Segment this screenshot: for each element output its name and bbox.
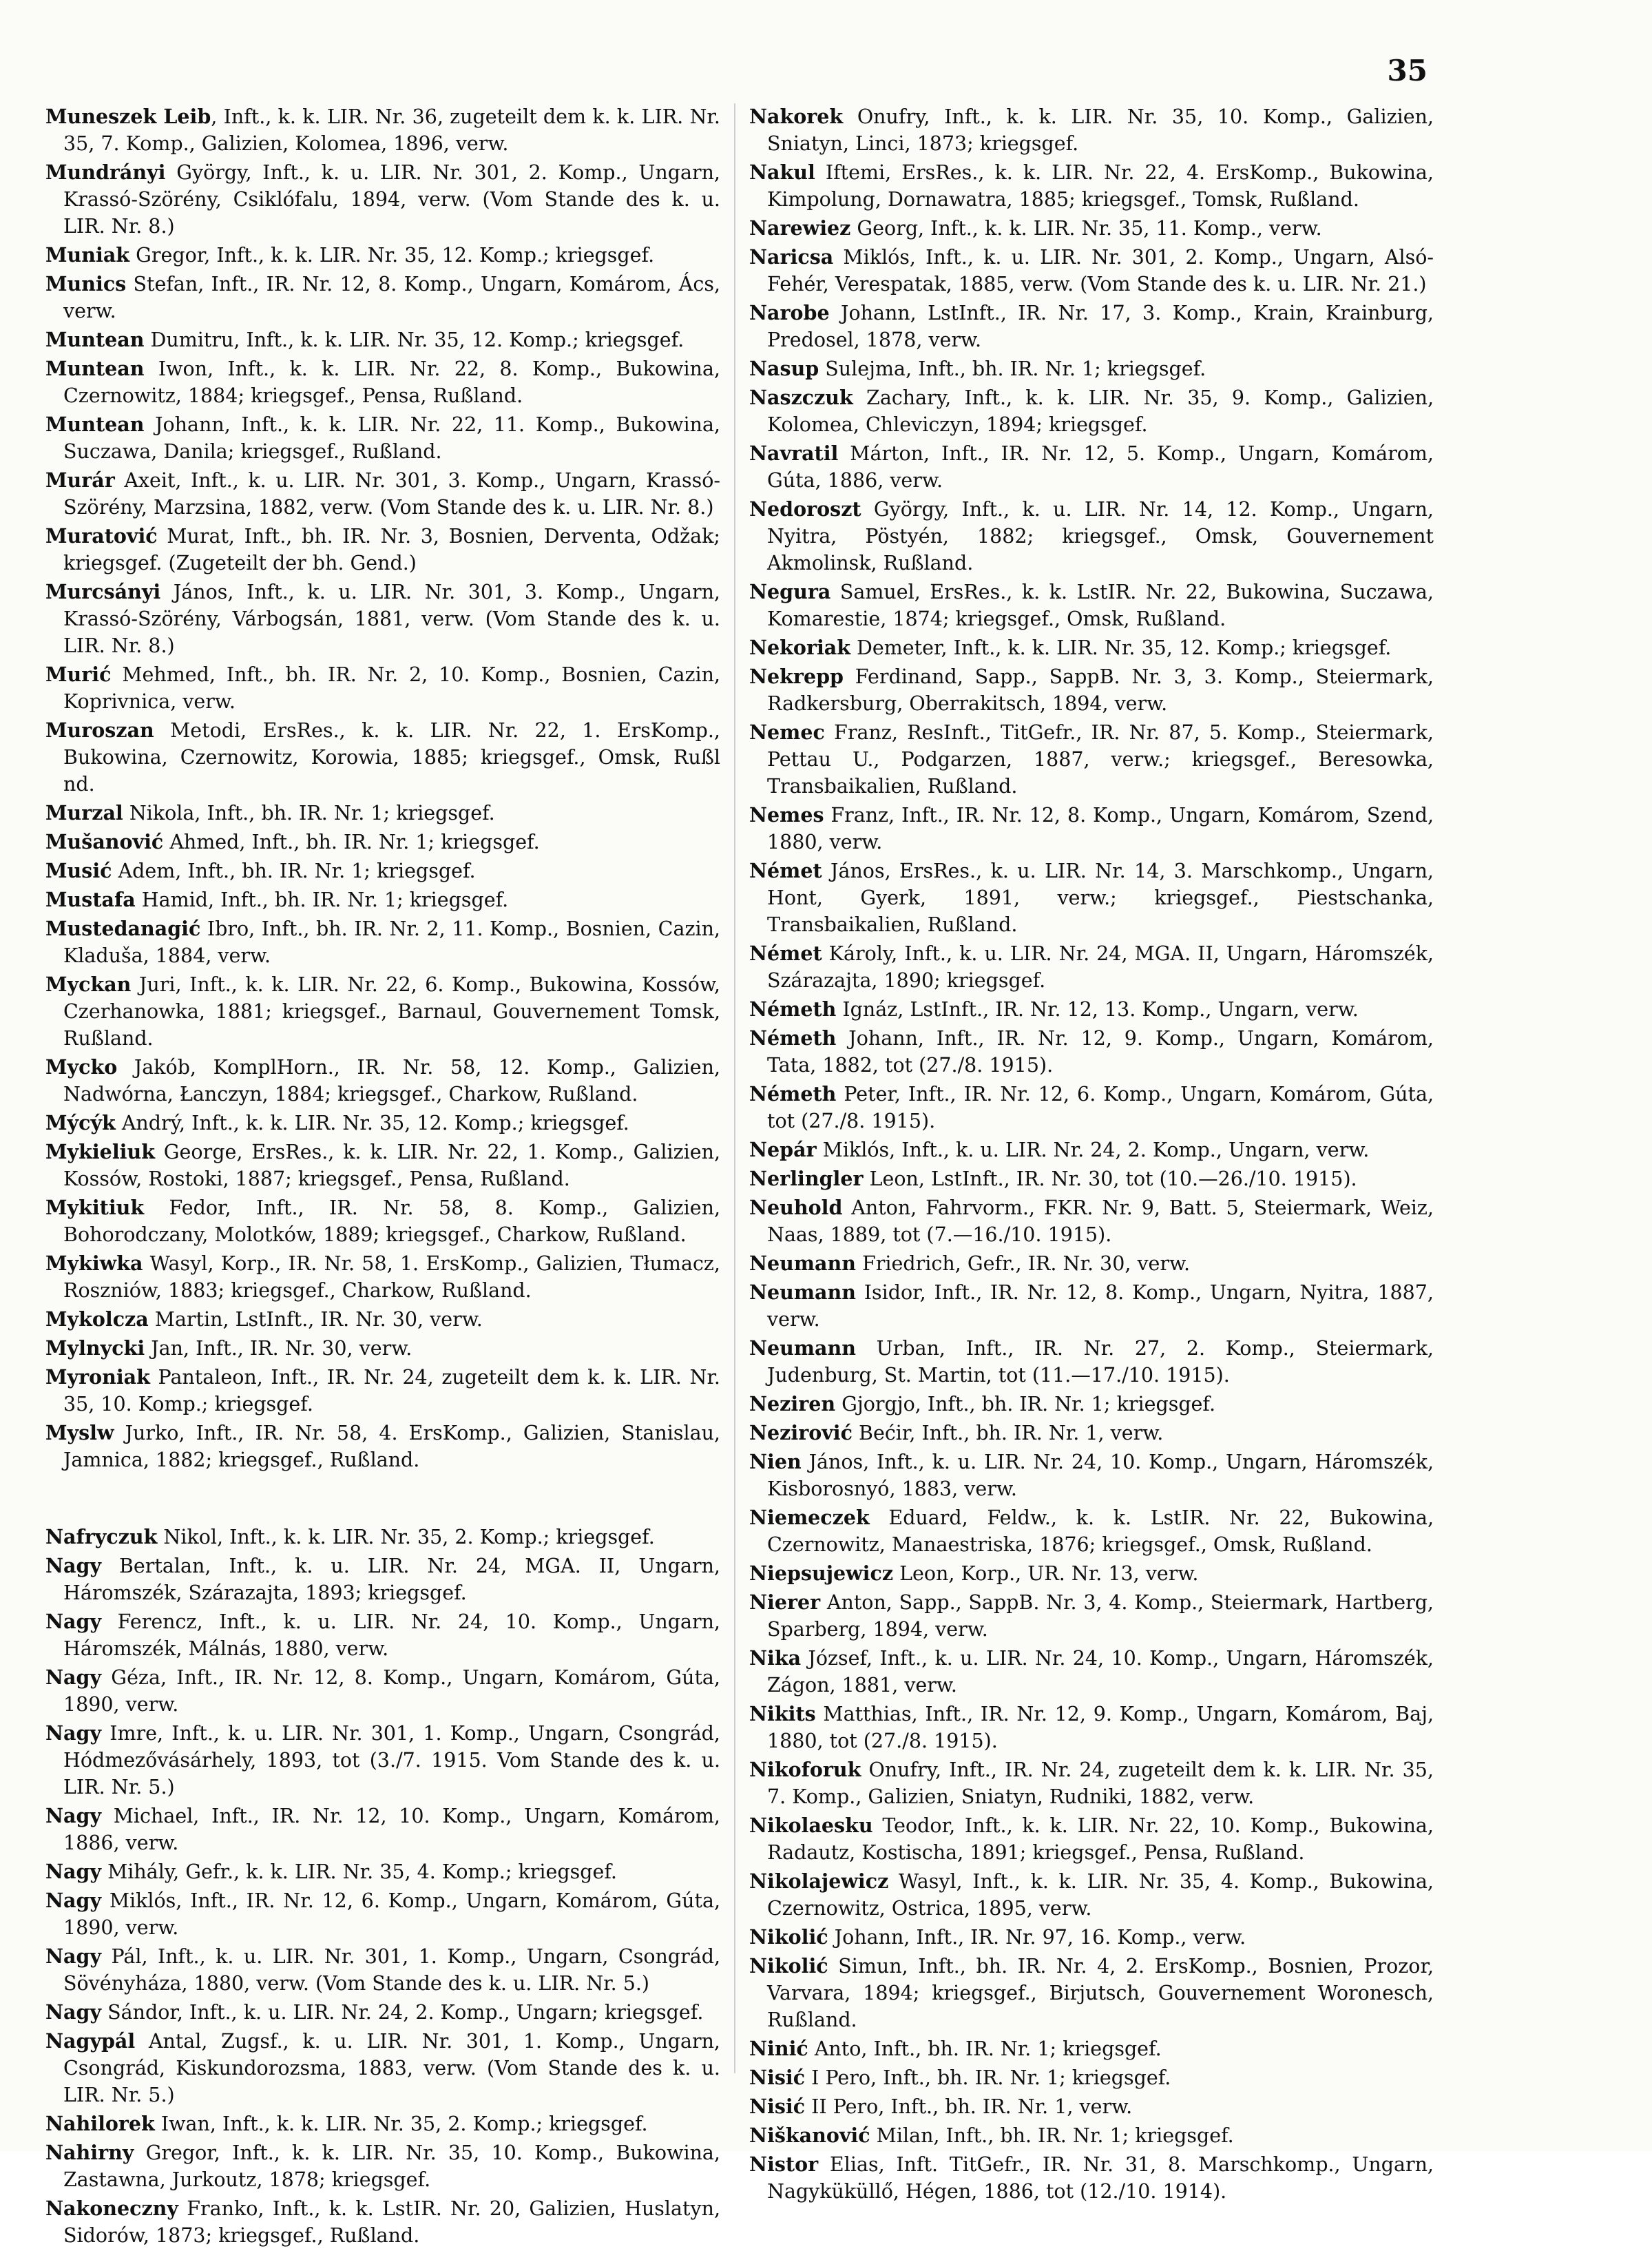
register-entry	[749, 719, 1434, 800]
register-entry	[45, 1999, 720, 2026]
register-entry	[749, 440, 1434, 494]
entry-surname: Nagy	[45, 1804, 102, 1827]
register-entry	[749, 1924, 1434, 1951]
entry-details: Fedor, Inft., IR. Nr. 58, 8. Komp., Galizien, Bohorodczany, Molotków, 1889; kriegsgef., Charkow, Rußland.	[63, 1196, 720, 1246]
entry-surname: Mykieliuk	[45, 1140, 155, 1163]
register-entry	[749, 940, 1434, 994]
entry-surname: Myckan	[45, 973, 132, 996]
entry-details: Metodi, ErsRes., k. k. LIR. Nr. 22, 1. ErsKomp., Bukowina, Czernowitz, Korowia, 1885; kriegsgef., Omsk, Rußl nd.	[63, 719, 720, 796]
entry-details: Wasyl, Inft., k. k. LIR. Nr. 35, 4. Komp., Bukowina, Czernowitz, Ostrica, 1895, verw.	[767, 1870, 1434, 1920]
entry-details: Ferdinand, Sapp., SappB. Nr. 3, 3. Komp., Steiermark, Radkersburg, Oberrakitsch, 1894, verw.	[767, 665, 1434, 715]
entry-details: I Pero, Inft., bh. IR. Nr. 1; kriegsgef.	[805, 2066, 1171, 2089]
entry-surname: Niepsujewicz	[749, 1562, 894, 1585]
entry-surname: Nisić	[749, 2066, 806, 2089]
entry-details: Ferencz, Inft., k. u. LIR. Nr. 24, 10. Komp., Ungarn, Háromszék, Málnás, 1880, verw.	[63, 1610, 720, 1660]
register-entry	[45, 1364, 720, 1418]
entry-surname: Neziren	[749, 1392, 836, 1415]
entry-details: Sándor, Inft., k. u. LIR. Nr. 24, 2. Komp., Ungarn; kriegsgef.	[101, 2001, 704, 2024]
entry-surname: Ninić	[749, 2037, 808, 2060]
entry-surname: Murzal	[45, 801, 123, 824]
entry-surname: Nierer	[749, 1590, 821, 1614]
entry-details: Pál, Inft., k. u. LIR. Nr. 301, 1. Komp., Ungarn, Csongrád, Sövényháza, 1880, verw. (Vom Stande des k. u. LIR. Nr. 5.)	[63, 1945, 720, 1995]
entry-details: Samuel, ErsRes., k. k. LstIR. Nr. 22, Bukowina, Suczawa, Komarestie, 1874; kriegsgef., Omsk, Rußland.	[767, 581, 1434, 630]
entry-details: Franz, ResInft., TitGefr., IR. Nr. 87, 5. Komp., Steiermark, Pettau U., Podgarzen, 1887, verw.; kriegsgef., Beresowka, Transbaikalien, Rußland.	[767, 721, 1434, 798]
register-entry	[45, 2028, 720, 2108]
register-entry	[749, 2122, 1434, 2149]
entry-details: Zachary, Inft., k. k. LIR. Nr. 35, 9. Komp., Galizien, Kolomea, Chleviczyn, 1894; kriegsgef.	[767, 386, 1434, 436]
entry-details: Leon, Korp., UR. Nr. 13, verw.	[893, 1562, 1199, 1585]
register-entry	[45, 717, 720, 798]
entry-details: Martin, LstInft., IR. Nr. 30, verw.	[148, 1308, 483, 1331]
entry-surname: Neumann	[749, 1280, 856, 1304]
register-entry	[749, 244, 1434, 298]
register-entry	[749, 1250, 1434, 1277]
entry-surname: Myslw	[45, 1421, 114, 1444]
entry-details: Onufry, Inft., k. k. LIR. Nr. 35, 10. Komp., Galizien, Sniatyn, Linci, 1873; kriegsgef.	[767, 105, 1434, 155]
entry-details: Iwan, Inft., k. k. LIR. Nr. 35, 2. Komp.; kriegsgef.	[154, 2113, 648, 2135]
entry-surname: Muntean	[45, 357, 145, 380]
entry-surname: Murić	[45, 663, 112, 686]
register-entry	[749, 1025, 1434, 1079]
register-entry	[749, 1756, 1434, 1810]
register-entry	[45, 1720, 720, 1801]
entry-surname: Muroszan	[45, 718, 154, 742]
entry-details: Franz, Inft., IR. Nr. 12, 8. Komp., Ungarn, Komárom, Szend, 1880, verw.	[767, 804, 1434, 853]
register-entry	[749, 103, 1434, 157]
entry-surname: Muntean	[45, 413, 145, 436]
register-entry	[45, 467, 720, 521]
column-divider	[734, 103, 735, 2073]
register-entry	[45, 1943, 720, 1997]
entry-surname: Nakorek	[749, 105, 844, 128]
entry-surname: Nagy	[45, 1666, 102, 1689]
entry-surname: Nekrepp	[749, 665, 844, 688]
register-entry	[749, 300, 1434, 353]
entry-surname: Nisić	[749, 2095, 806, 2118]
entry-details: János, ErsRes., k. u. LIR. Nr. 14, 3. Marschkomp., Ungarn, Hont, Gyerk, 1891, verw.; kriegsgef., Piestschanka, Transbaikalien, Rußland.	[767, 860, 1434, 936]
entry-surname: Nikolić	[749, 1925, 828, 1949]
register-entry	[749, 1081, 1434, 1134]
entry-surname: Nasup	[749, 357, 819, 380]
register-entry	[45, 1858, 720, 1885]
entry-details: Juri, Inft., k. k. LIR. Nr. 22, 6. Komp., Bukowina, Kossów, Czerhanowka, 1881; kriegsgef., Barnaul, Gouvernement Tomsk, Rußland.	[63, 973, 720, 1050]
entry-details: Johann, Inft., IR. Nr. 97, 16. Komp., verw.	[828, 1926, 1246, 1949]
register-entry	[45, 886, 720, 913]
register-entry	[749, 1868, 1434, 1922]
entry-surname: Nagy	[45, 1610, 102, 1633]
entry-surname: Nekoriak	[749, 636, 850, 659]
register-entry	[749, 496, 1434, 577]
left-column	[45, 103, 720, 2251]
entry-surname: Niemeczek	[749, 1506, 870, 1529]
entry-surname: Mustafa	[45, 888, 136, 911]
entry-surname: Nakul	[749, 160, 815, 184]
register-entry	[45, 2139, 720, 2193]
entry-surname: Német	[749, 859, 822, 882]
register-entry	[749, 384, 1434, 438]
entry-surname: Nagy	[45, 2000, 102, 2024]
entry-surname: Nikits	[749, 1702, 816, 1725]
register-entry	[45, 1553, 720, 1606]
register-entry	[749, 579, 1434, 632]
entry-details: Jurko, Inft., IR. Nr. 58, 4. ErsKomp., Galizien, Stanislau, Jamnica, 1882; kriegsgef., Rußland.	[63, 1422, 720, 1471]
register-entry	[749, 1279, 1434, 1333]
entry-details: Matthias, Inft., IR. Nr. 12, 9. Komp., Ungarn, Komárom, Baj, 1880, tot (27./8. 1915).	[767, 1703, 1434, 1752]
entry-details: Iwon, Inft., k. k. LIR. Nr. 22, 8. Komp., Bukowina, Czernowitz, 1884; kriegsgef., Pensa, Rußland.	[63, 357, 720, 407]
entry-details: József, Inft., k. u. LIR. Nr. 24, 10. Komp., Ungarn, Háromszék, Zágon, 1881, verw.	[767, 1647, 1434, 1697]
entry-details: Bećir, Inft., bh. IR. Nr. 1, verw.	[852, 1422, 1164, 1444]
register-entry	[749, 1420, 1434, 1446]
entry-details: Gjorgjo, Inft., bh. IR. Nr. 1; kriegsgef.	[835, 1393, 1216, 1415]
entry-surname: Naszczuk	[749, 386, 853, 409]
register-entry	[45, 103, 720, 157]
entry-details: György, Inft., k. u. LIR. Nr. 301, 2. Komp., Ungarn, Krassó-Szörény, Csiklófalu, 1894, verw. (Vom Stande des k. u. LIR. Nr. 8.)	[63, 161, 720, 238]
entry-details: Mihály, Gefr., k. k. LIR. Nr. 35, 4. Komp.; kriegsgef.	[101, 1860, 617, 1883]
register-entry	[45, 2195, 720, 2249]
entry-details: Ahmed, Inft., bh. IR. Nr. 1; kriegsgef.	[163, 831, 540, 853]
entry-details: Sulejma, Inft., bh. IR. Nr. 1; kriegsgef.	[819, 357, 1206, 380]
entry-surname: Nikoforuk	[749, 1758, 861, 1781]
register-entry	[45, 800, 720, 827]
entry-surname: Nezirović	[749, 1421, 853, 1444]
entry-details: Georg, Inft., k. k. LIR. Nr. 35, 11. Komp., verw.	[850, 217, 1322, 240]
entry-surname: Nahirny	[45, 2141, 134, 2164]
entry-details: Ibro, Inft., bh. IR. Nr. 2, 11. Komp., Bosnien, Cazin, Kladuša, 1884, verw.	[63, 917, 720, 967]
register-entry	[45, 1664, 720, 1718]
register-entry	[45, 271, 720, 324]
entry-details: II Pero, Inft., bh. IR. Nr. 1, verw.	[805, 2095, 1133, 2118]
register-entry	[45, 355, 720, 409]
page-number: 35	[1387, 54, 1428, 87]
entry-details: Franko, Inft., k. k. LstIR. Nr. 20, Galizien, Huslatyn, Sidorów, 1873; kriegsgef., Rußland.	[63, 2197, 720, 2247]
register-entry	[749, 1194, 1434, 1248]
entry-details: Simun, Inft., bh. IR. Nr. 4, 2. ErsKomp., Bosnien, Prozor, Varvara, 1894; kriegsgef., Birjutsch, Gouvernement Woronesch, Rußland.	[767, 1955, 1434, 2031]
register-entry	[749, 663, 1434, 717]
entry-surname: Mustedanagić	[45, 917, 201, 940]
entry-surname: Narobe	[749, 301, 830, 324]
entry-details: Anto, Inft., bh. IR. Nr. 1; kriegsgef.	[808, 2037, 1162, 2060]
entry-surname: Nemec	[749, 720, 825, 744]
entry-details: Iftemi, ErsRes., k. k. LIR. Nr. 22, 4. ErsKomp., Bukowina, Kimpolung, Dornawatra, 1885; kriegsgef., Tomsk, Rußland.	[767, 161, 1434, 211]
entry-details: Friedrich, Gefr., IR. Nr. 30, verw.	[855, 1252, 1191, 1275]
register-entry	[45, 242, 720, 269]
entry-surname: Munics	[45, 272, 127, 295]
entry-surname: Nagy	[45, 1860, 102, 1883]
register-entry	[749, 1589, 1434, 1643]
entry-details: Antal, Zugsf., k. u. LIR. Nr. 301, 1. Komp., Ungarn, Csongrád, Kiskundorozsma, 1883, verw. (Vom Stande des k. u. LIR. Nr. 5.)	[63, 2030, 720, 2106]
register-entry	[749, 2093, 1434, 2120]
entry-details: Károly, Inft., k. u. LIR. Nr. 24, MGA. II, Ungarn, Háromszék, Szárazajta, 1890; kriegsgef.	[767, 942, 1434, 992]
entry-details: Murat, Inft., bh. IR. Nr. 3, Bosnien, Derventa, Odžak; kriegsgef. (Zugeteilt der bh. Gend.)	[63, 525, 720, 574]
entry-surname: Mycko	[45, 1055, 118, 1079]
entry-details: Bertalan, Inft., k. u. LIR. Nr. 24, MGA. II, Ungarn, Háromszék, Szárazajta, 1893; kriegsgef.	[63, 1555, 720, 1604]
entry-details: Anton, Fahrvorm., FKR. Nr. 9, Batt. 5, Steiermark, Weiz, Naas, 1889, tot (7.—16./10. 1915).	[767, 1196, 1434, 1246]
entry-details: Eduard, Feldw., k. k. LstIR. Nr. 22, Bukowina, Czernowitz, Manaestriska, 1876; kriegsgef., Omsk, Rußland.	[767, 1506, 1434, 1556]
register-entry	[45, 1335, 720, 1362]
register-entry	[749, 634, 1434, 661]
entry-surname: Nikolaesku	[749, 1814, 873, 1837]
entry-surname: Nikolajewicz	[749, 1869, 889, 1893]
register-entry	[45, 1420, 720, 1473]
entry-surname: Murcsányi	[45, 580, 161, 603]
entry-details: Elias, Inft. TitGefr., IR. Nr. 31, 8. Marschkomp., Ungarn, Nagyküküllő, Hégen, 1886, tot (12./10. 1914).	[767, 2153, 1434, 2203]
entry-details: Demeter, Inft., k. k. LIR. Nr. 35, 12. Komp.; kriegsgef.	[850, 636, 1392, 659]
register-entry	[749, 1645, 1434, 1699]
register-entry	[45, 411, 720, 465]
register-entry	[45, 971, 720, 1052]
entry-details: Johann, LstInft., IR. Nr. 17, 3. Komp., Krain, Krainburg, Predosel, 1878, verw.	[767, 302, 1434, 351]
entry-surname: Nahilorek	[45, 2112, 155, 2135]
entry-details: Axeit, Inft., k. u. LIR. Nr. 301, 3. Komp., Ungarn, Krassó-Szörény, Marzsina, 1882, verw. (Vom Stande des k. u. LIR. Nr. 8.)	[63, 469, 720, 519]
register-entry	[749, 355, 1434, 382]
entry-details: , Inft., k. k. LIR. Nr. 36, zugeteilt dem k. k. LIR. Nr. 35, 7. Komp., Galizien, Kolomea, 1896, verw.	[63, 105, 720, 155]
register-entry	[749, 802, 1434, 855]
entry-surname: Nafryczuk	[45, 1525, 158, 1548]
entry-details: Andrý, Inft., k. k. LIR. Nr. 35, 12. Komp.; kriegsgef.	[115, 1112, 629, 1134]
entry-details: Miklós, Inft., k. u. LIR. Nr. 24, 2. Komp., Ungarn, verw.	[816, 1139, 1370, 1161]
register-entry	[749, 1504, 1434, 1558]
entry-details: Gregor, Inft., k. k. LIR. Nr. 35, 12. Komp.; kriegsgef.	[129, 244, 655, 267]
register-entry	[45, 1803, 720, 1856]
register-entry	[45, 1608, 720, 1662]
register-entry	[749, 2064, 1434, 2091]
register-entry	[749, 1391, 1434, 1418]
register-entry	[45, 1887, 720, 1941]
entry-surname: Muneszek Leib	[45, 105, 211, 128]
entry-surname: Nagy	[45, 1944, 102, 1968]
entry-details: Géza, Inft., IR. Nr. 12, 8. Komp., Ungarn, Komárom, Gúta, 1890, verw.	[63, 1666, 720, 1716]
entry-surname: Neuhold	[749, 1196, 843, 1219]
entry-details: Anton, Sapp., SappB. Nr. 3, 4. Komp., Steiermark, Hartberg, Sparberg, 1894, verw.	[767, 1591, 1434, 1641]
entry-surname: Mykolcza	[45, 1307, 149, 1331]
entry-surname: Nistor	[749, 2153, 819, 2176]
entry-surname: Murár	[45, 468, 115, 492]
entry-surname: Mykiwka	[45, 1252, 143, 1275]
entry-surname: Nepár	[749, 1138, 817, 1161]
entry-details: Johann, Inft., IR. Nr. 12, 9. Komp., Ungarn, Komárom, Tata, 1882, tot (27./8. 1915).	[767, 1027, 1434, 1077]
register-entry	[45, 829, 720, 855]
entry-details: Leon, LstInft., IR. Nr. 30, tot (10.—26./10. 1915).	[863, 1168, 1357, 1190]
entry-details: Mehmed, Inft., bh. IR. Nr. 2, 10. Komp., Bosnien, Cazin, Koprivnica, verw.	[63, 663, 720, 713]
register-entry	[45, 1110, 720, 1137]
entry-details: János, Inft., k. u. LIR. Nr. 24, 10. Komp., Ungarn, Háromszék, Kisborosnyó, 1883, verw.	[767, 1451, 1434, 1500]
entry-surname: Negura	[749, 580, 831, 603]
register-entry	[749, 2151, 1434, 2205]
entry-surname: Mušanović	[45, 830, 164, 853]
entry-details: Wasyl, Korp., IR. Nr. 58, 1. ErsKomp., Galizien, Tłumacz, Roszniów, 1883; kriegsgef., Charkow, Rußland.	[63, 1252, 720, 1302]
register-entry	[749, 2035, 1434, 2062]
register-entry	[45, 1054, 720, 1108]
register-entry	[45, 326, 720, 353]
entry-surname: Nemes	[749, 803, 824, 827]
entry-details: Onufry, Inft., IR. Nr. 24, zugeteilt dem k. k. LIR. Nr. 35, 7. Komp., Galizien, Sniatyn, Rudniki, 1882, verw.	[767, 1759, 1434, 1808]
entry-surname: Mýcýk	[45, 1111, 116, 1134]
entry-surname: Német	[749, 942, 822, 965]
entry-details: Johann, Inft., k. k. LIR. Nr. 22, 11. Komp., Bukowina, Suczawa, Danila; kriegsgef., Rußland.	[63, 413, 720, 463]
register-entry	[749, 215, 1434, 242]
register-entry	[749, 1335, 1434, 1389]
entry-details: Urban, Inft., IR. Nr. 27, 2. Komp., Steiermark, Judenburg, St. Martin, tot (11.—17./10. 1915).	[767, 1337, 1434, 1387]
register-entry	[749, 1165, 1434, 1192]
register-entry	[45, 1524, 720, 1550]
entry-surname: Nerlingler	[749, 1167, 864, 1190]
register-entry	[45, 2110, 720, 2137]
entry-details: Nikola, Inft., bh. IR. Nr. 1; kriegsgef.	[123, 802, 495, 824]
entry-surname: Mykitiuk	[45, 1196, 145, 1219]
entry-details: Hamid, Inft., bh. IR. Nr. 1; kriegsgef.	[135, 889, 509, 911]
entry-surname: Nakoneczny	[45, 2197, 178, 2220]
register-entry	[749, 1812, 1434, 1866]
entry-details: György, Inft., k. u. LIR. Nr. 14, 12. Komp., Ungarn, Nyitra, Pöstyén, 1882; kriegsgef., Omsk, Gouvernement Akmolinsk, Rußland.	[767, 498, 1434, 574]
entry-details: Teodor, Inft., k. k. LIR. Nr. 22, 10. Komp., Bukowina, Radautz, Kostischa, 1891; kriegsgef., Pensa, Rußland.	[767, 1814, 1434, 1864]
entry-details: Ignáz, LstInft., IR. Nr. 12, 13. Komp., Ungarn, verw.	[836, 998, 1359, 1021]
register-entry	[45, 661, 720, 715]
entry-details: Jan, Inft., IR. Nr. 30, verw.	[145, 1337, 412, 1360]
register-entry	[749, 1953, 1434, 2033]
entry-surname: Muratović	[45, 524, 158, 548]
entry-surname: Muniak	[45, 243, 130, 267]
entry-details: George, ErsRes., k. k. LIR. Nr. 22, 1. Komp., Galizien, Kossów, Rostoki, 1887; kriegsgef., Pensa, Rußland.	[63, 1141, 720, 1190]
register-entry	[749, 996, 1434, 1023]
entry-surname: Nagypál	[45, 2029, 136, 2053]
entry-details: Adem, Inft., bh. IR. Nr. 1; kriegsgef.	[112, 860, 476, 882]
entry-surname: Navratil	[749, 442, 839, 465]
entry-details: Nikol, Inft., k. k. LIR. Nr. 35, 2. Komp.; kriegsgef.	[157, 1526, 655, 1548]
entry-surname: Nagy	[45, 1889, 102, 1912]
entry-details: Isidor, Inft., IR. Nr. 12, 8. Komp., Ungarn, Nyitra, 1887, verw.	[767, 1281, 1434, 1331]
entry-details: Stefan, Inft., IR. Nr. 12, 8. Komp., Ungarn, Komárom, Ács, verw.	[63, 273, 720, 322]
entry-surname: Nagy	[45, 1554, 102, 1577]
right-column	[749, 103, 1434, 2207]
entry-details: Miklós, Inft., IR. Nr. 12, 6. Komp., Ungarn, Komárom, Gúta, 1890, verw.	[63, 1889, 720, 1939]
entry-details: Miklós, Inft., k. u. LIR. Nr. 301, 2. Komp., Ungarn, Alsó-Fehér, Verespatak, 1885, verw. (Vom Stande des k. u. LIR. Nr. 21.)	[767, 246, 1434, 295]
entry-surname: Nagy	[45, 1721, 102, 1745]
entry-surname: Neumann	[749, 1252, 856, 1275]
entry-surname: Nien	[749, 1450, 802, 1473]
register-entry	[45, 915, 720, 969]
entry-surname: Muntean	[45, 328, 145, 351]
register-entry	[45, 1194, 720, 1248]
entry-surname: Neumann	[749, 1336, 856, 1360]
register-entry	[45, 1139, 720, 1192]
register-entry	[749, 1137, 1434, 1163]
register-entry	[45, 579, 720, 659]
entry-details: Peter, Inft., IR. Nr. 12, 6. Komp., Ungarn, Komárom, Gúta, tot (27./8. 1915).	[767, 1083, 1434, 1132]
entry-surname: Narewiez	[749, 216, 851, 240]
register-entry	[45, 858, 720, 884]
register-entry	[749, 858, 1434, 938]
entry-surname: Németh	[749, 997, 837, 1021]
entry-details: Milan, Inft., bh. IR. Nr. 1; kriegsgef.	[870, 2124, 1234, 2147]
entry-surname: Nikolić	[749, 1954, 828, 1978]
entry-details: János, Inft., k. u. LIR. Nr. 301, 3. Komp., Ungarn, Krassó-Szörény, Várbogsán, 1881, verw. (Vom Stande des k. u. LIR. Nr. 8.)	[63, 581, 720, 657]
section-gap	[45, 1475, 720, 1524]
entry-surname: Mylnycki	[45, 1336, 145, 1360]
register-entry	[749, 1449, 1434, 1502]
register-entry	[45, 1250, 720, 1304]
entry-surname: Musić	[45, 859, 112, 882]
entry-surname: Niškanović	[749, 2124, 870, 2147]
entry-surname: Myroniak	[45, 1365, 150, 1389]
register-entry	[45, 1306, 720, 1333]
entry-surname: Németh	[749, 1026, 837, 1050]
register-entry	[749, 159, 1434, 213]
entry-surname: Mundrányi	[45, 160, 166, 184]
entry-surname: Naricsa	[749, 245, 834, 269]
entry-details: Michael, Inft., IR. Nr. 12, 10. Komp., Ungarn, Komárom, 1886, verw.	[63, 1805, 720, 1854]
entry-details: Dumitru, Inft., k. k. LIR. Nr. 35, 12. Komp.; kriegsgef.	[144, 329, 684, 351]
register-entry	[45, 523, 720, 577]
entry-surname: Németh	[749, 1082, 837, 1106]
entry-details: Jakób, KomplHorn., IR. Nr. 58, 12. Komp., Galizien, Nadwórna, Łanczyn, 1884; kriegsgef., Charkow, Rußland.	[63, 1056, 720, 1106]
register-entry	[749, 1701, 1434, 1754]
entry-details: Márton, Inft., IR. Nr. 12, 5. Komp., Ungarn, Komárom, Gúta, 1886, verw.	[767, 442, 1434, 492]
register-entry	[45, 159, 720, 240]
entry-surname: Nika	[749, 1646, 802, 1670]
register-entry	[749, 1560, 1434, 1587]
entry-details: Gregor, Inft., k. k. LIR. Nr. 35, 10. Komp., Bukowina, Zastawna, Jurkoutz, 1878; kriegsgef.	[63, 2141, 720, 2191]
entry-details: Imre, Inft., k. u. LIR. Nr. 301, 1. Komp., Ungarn, Csongrád, Hódmezővásárhely, 1893, tot (3./7. 1915. Vom Stande des k. u. LIR. Nr. 5.)	[63, 1722, 720, 1798]
entry-surname: Nedoroszt	[749, 497, 861, 521]
entry-details: Pantaleon, Inft., IR. Nr. 24, zugeteilt dem k. k. LIR. Nr. 35, 10. Komp.; kriegsgef.	[63, 1366, 720, 1415]
